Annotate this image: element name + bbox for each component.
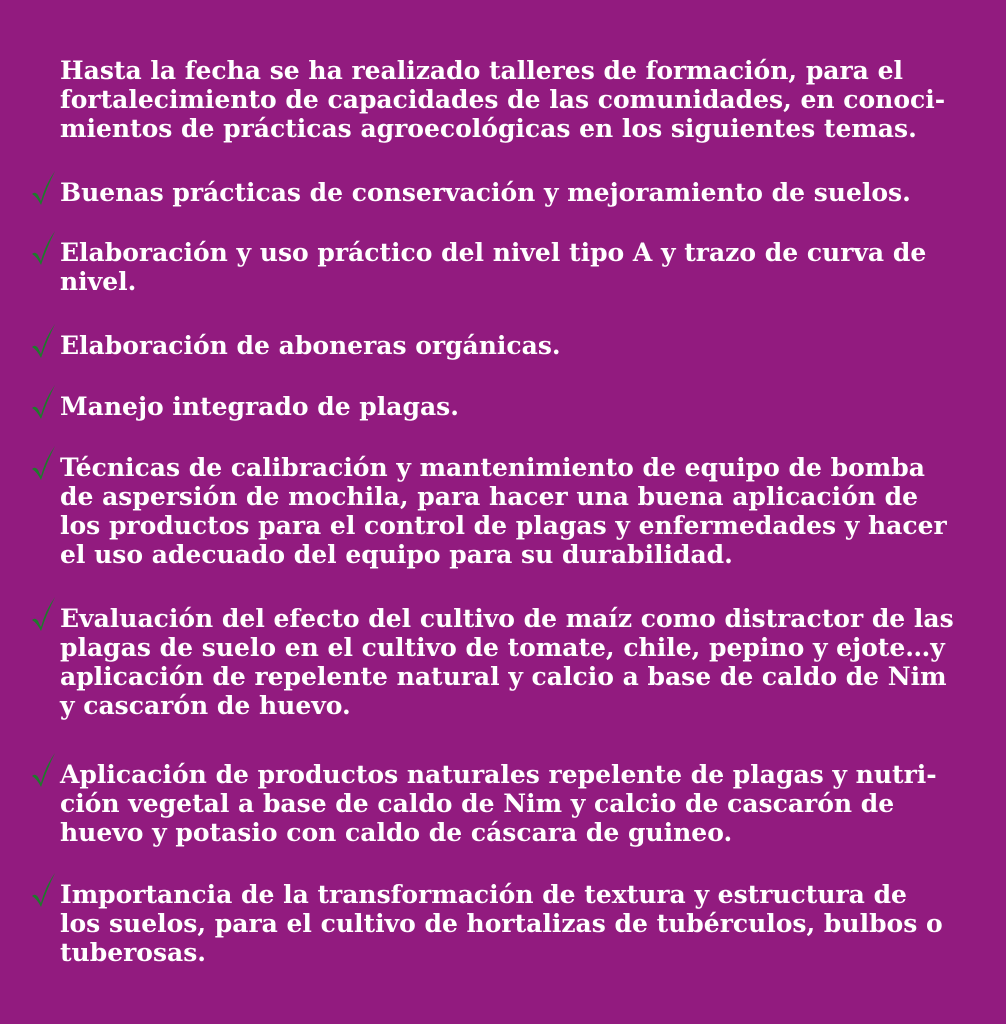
checkmark-icon xyxy=(30,872,56,908)
topic-item-5 xyxy=(60,453,990,569)
checkmark-icon xyxy=(30,596,56,632)
topic-item-4-line-1: Manejo integrado de plagas. xyxy=(60,392,459,421)
topic-item-3-line-1: Elaboración de aboneras orgánicas. xyxy=(60,331,561,360)
topic-item-8-line-1: Importancia de la transformación de textura y estructura de xyxy=(60,880,907,909)
topic-item-6-line-3: aplicación de repelente natural y calcio a base de caldo de Nim xyxy=(60,662,947,691)
topic-item-7-line-3: huevo y potasio con caldo de cáscara de guineo. xyxy=(60,818,733,847)
topic-item-6-line-1: Evaluación del efecto del cultivo de maíz como distractor de las xyxy=(60,604,954,633)
topic-item-2-line-1: Elaboración y uso práctico del nivel tipo A y trazo de curva de xyxy=(60,238,927,267)
topic-item-2 xyxy=(60,238,990,296)
topic-item-1 xyxy=(60,178,990,207)
intro-paragraph xyxy=(60,56,990,143)
topic-item-5-line-4: el uso adecuado del equipo para su durabilidad. xyxy=(60,540,733,569)
intro-line-1: Hasta la fecha se ha realizado talleres de formación, para el xyxy=(60,56,903,85)
topic-item-1-line-1: Buenas prácticas de conservación y mejoramiento de suelos. xyxy=(60,178,911,207)
topic-item-8-line-2: los suelos, para el cultivo de hortalizas de tubérculos, bulbos o xyxy=(60,909,943,938)
checkmark-icon xyxy=(30,230,56,266)
topic-item-8-line-3: tuberosas. xyxy=(60,938,207,967)
checkmark-icon xyxy=(30,752,56,788)
checkmark-icon xyxy=(30,170,56,206)
topic-item-3 xyxy=(60,331,990,360)
topic-item-7-line-1: Aplicación de productos naturales repelente de plagas y nutri- xyxy=(60,760,937,789)
topic-item-6-line-2: plagas de suelo en el cultivo de tomate, chile, pepino y ejote…y xyxy=(60,633,945,662)
topic-item-7 xyxy=(60,760,990,847)
intro-line-2: fortalecimiento de capacidades de las comunidades, en conoci- xyxy=(60,85,946,114)
topic-item-5-line-2: de aspersión de mochila, para hacer una buena aplicación de xyxy=(60,482,919,511)
intro-line-3: mientos de prácticas agroecológicas en los siguientes temas. xyxy=(60,114,917,143)
checkmark-icon xyxy=(30,384,56,420)
topic-item-7-line-2: ción vegetal a base de caldo de Nim y calcio de cascarón de xyxy=(60,789,895,818)
checkmark-icon xyxy=(30,445,56,481)
topic-item-5-line-1: Técnicas de calibración y mantenimiento de equipo de bomba xyxy=(60,453,925,482)
checkmark-icon xyxy=(30,323,56,359)
topic-item-8 xyxy=(60,880,990,967)
topic-item-4 xyxy=(60,392,990,421)
topic-item-5-line-3: los productos para el control de plagas y enfermedades y hacer xyxy=(60,511,947,540)
topic-item-2-line-2: nivel. xyxy=(60,267,137,296)
topic-item-6-line-4: y cascarón de huevo. xyxy=(60,691,351,720)
topic-item-6 xyxy=(60,604,990,720)
